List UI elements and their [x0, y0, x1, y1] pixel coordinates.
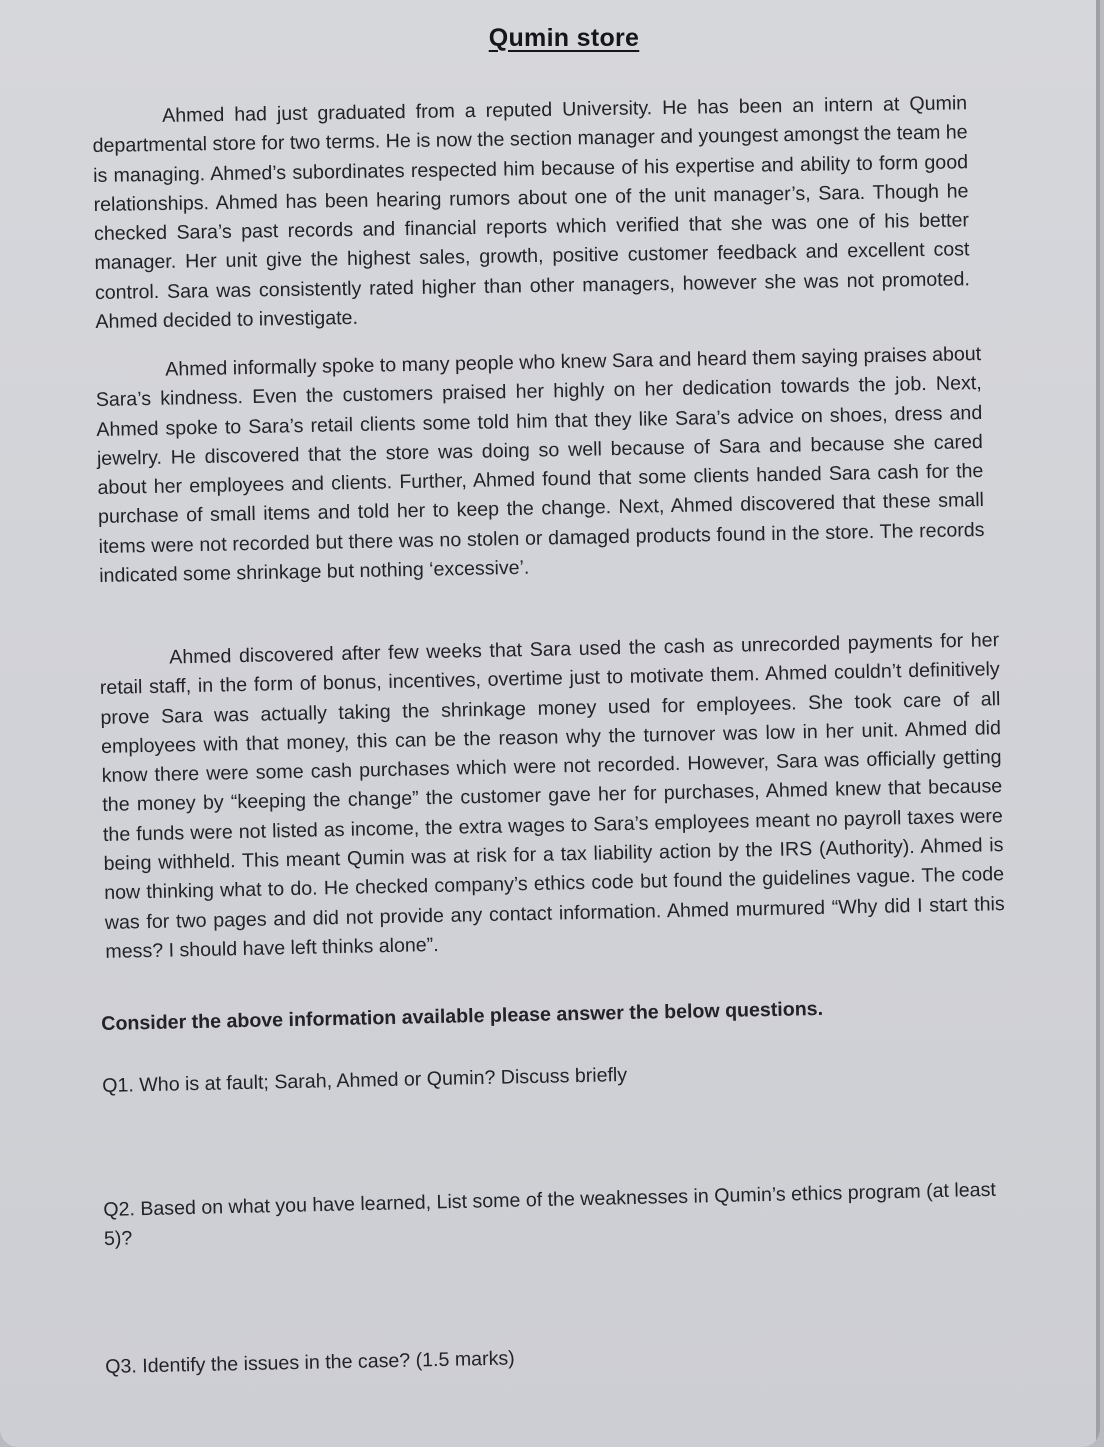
question-2: Q2. Based on what you have learned, List some of the weaknesses in Qumin’s ethics program (at least 5)? — [103, 1178, 997, 1250]
question-3: Q3. Identify the issues in the case? (1.5 marks) — [105, 1347, 515, 1378]
question-1: Q1. Who is at fault; Sarah, Ahmed or Qumin? Discuss briefly — [102, 1064, 628, 1097]
page-right-edge — [1096, 0, 1100, 1447]
paragraph-2: Ahmed informally spoke to many people who knew Sara and heard them saying praises about Sara’s kindness. Even the customers praised her highly on her dedication towards the job. Next, Ahmed spoke to Sara’s retail clients some told him that they like Sara’s advice on shoes, dress and jewelry. He discovered that the store was doing so well because of Sara and because she cared about her employees and clients. Further, Ahmed found that some clients handed Sara cash for the purchase of small items and told her to keep the change. Next, Ahmed discovered that these small items were not recorded but there was no stolen or damaged products found in the store. The records indicated some shrinkage but nothing ‘excessive’. — [95, 342, 985, 587]
document-title: Qumin store — [488, 24, 640, 52]
paragraph-3: Ahmed discovered after few weeks that Sara used the cash as unrecorded payments for her retail staff, in the form of bonus, incentives, overtime just to motivate them. Ahmed couldn’t definitively prove Sara was actually taking the shrinkage money used for employees. She took care of all employees with that money, this can be the reason why the turnover was low in her unit. Ahmed did know there were some cash purchases which were not recorded. However, Sara was officially getting the money by “keeping the change” the customer gave her for purchases, Ahmed knew that because the funds were not listed as income, the extra wages to Sara’s employees meant no payroll taxes were being withheld. This meant Qumin was at risk for a tax liability action by the IRS (Authority). Ahmed is now thinking what to do. He checked company’s ethics code but found the guidelines vague. The code was for two pages and did not provide any contact information. Ahmed murmured “Why did I start this mess? I should have left thinks alone”. — [99, 628, 1005, 963]
paragraph-1: Ahmed had just graduated from a reputed University. He has been an intern at Qumin departmental store for two terms. He is now the section manager and youngest amongst the team he is managing. Ahmed’s subordinates respected him because of his expertise and ability to form good relationships. Ahmed has been hearing rumors about one of the unit manager’s, Sara. Though he checked Sara’s past records and financial reports which verified that she was one of his better manager. Her unit give the highest sales, growth, positive customer feedback and excellent cost control. Sara was consistently rated higher than other managers, however she was not promoted. Ahmed decided to investigate. — [92, 91, 971, 333]
instruction-text: Consider the above information available please answer the below questions. — [101, 997, 824, 1035]
